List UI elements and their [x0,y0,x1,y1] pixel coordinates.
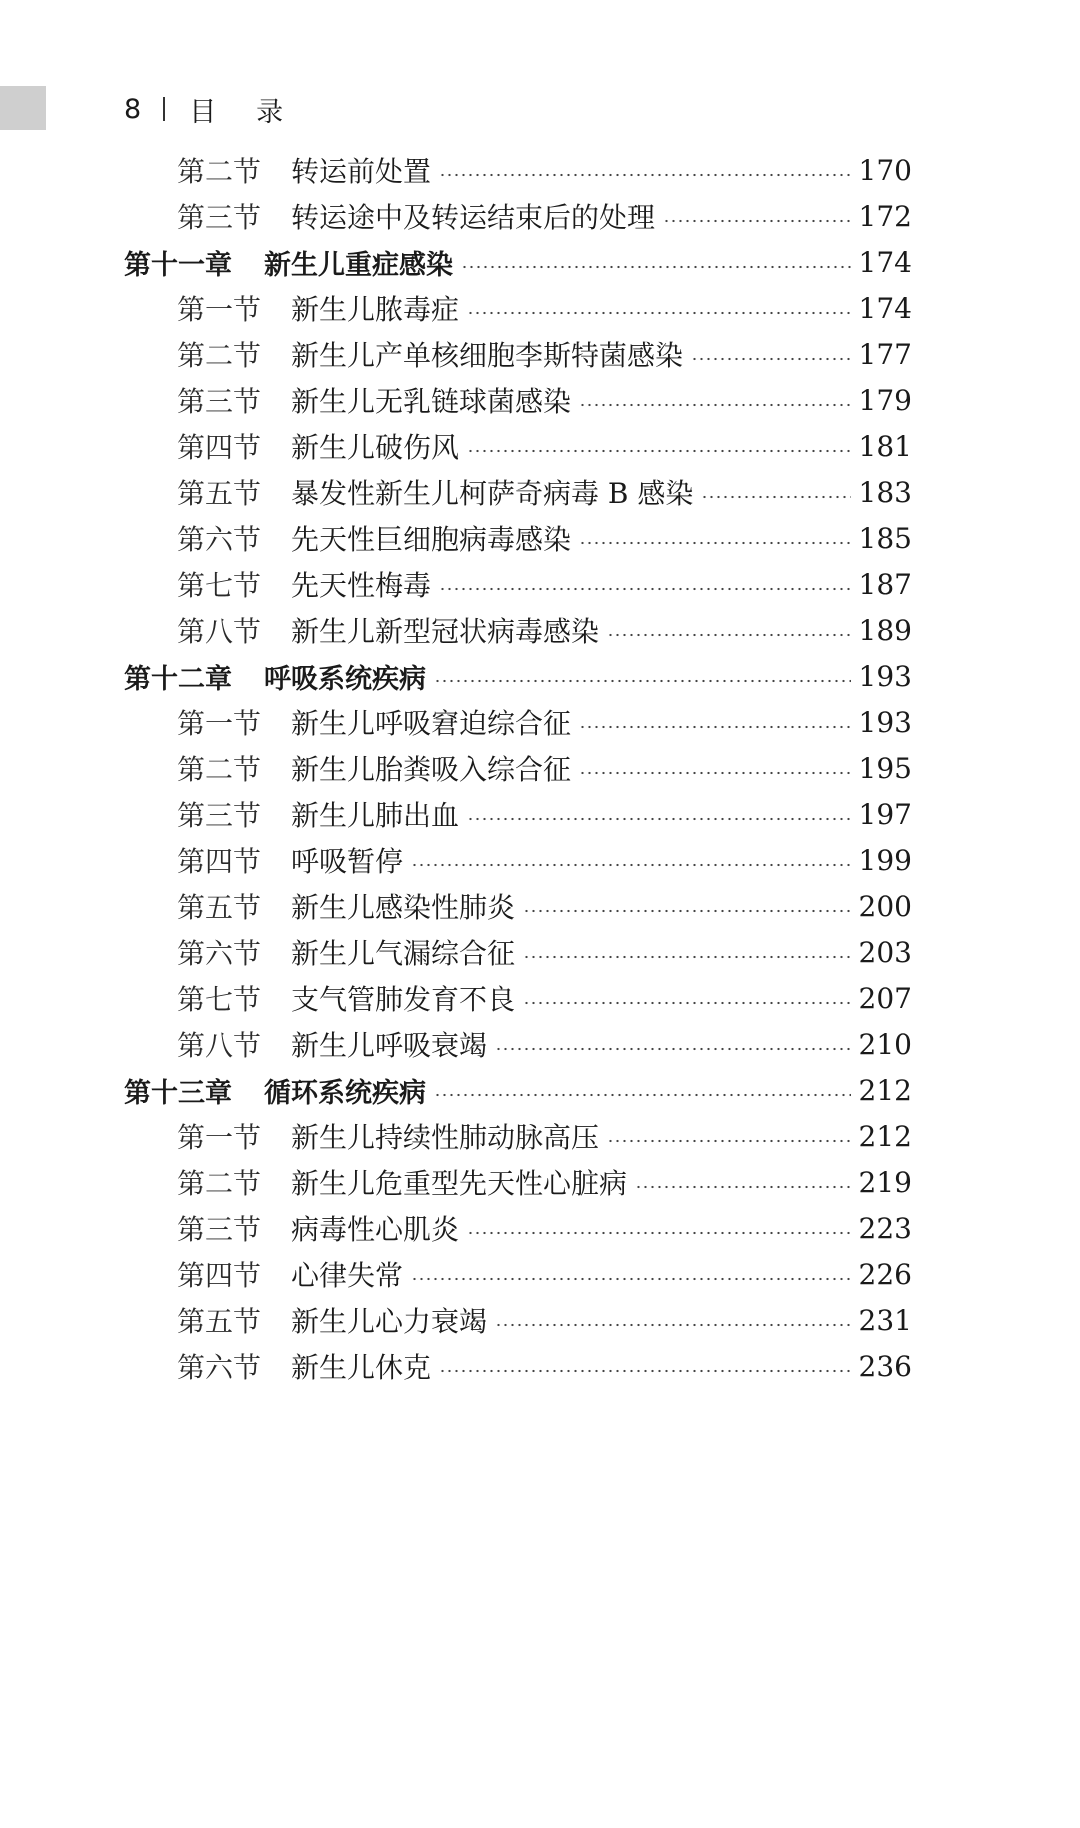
page-reference: 189 [858,613,912,647]
page-reference: 212 [858,1119,912,1153]
toc-chapter-row[interactable] [124,236,912,288]
page-reference: 181 [858,429,912,463]
section-title: 病毒性心肌炎 [291,1213,460,1246]
dot-leader [663,219,851,223]
section-title: 新生儿无乳链球菌感染 [291,385,572,418]
dot-leader [691,357,851,361]
page-reference: 210 [858,1027,912,1061]
section-label: 第八节 [177,1029,262,1062]
section-title: 新生儿气漏综合征 [291,937,516,970]
dot-leader [467,817,851,821]
page-reference: 236 [858,1349,912,1383]
chapter-title: 呼吸系统疾病 [264,663,426,695]
section-label: 第五节 [177,1305,262,1338]
section-label: 第三节 [177,201,262,234]
section-label: 第二节 [177,155,262,188]
section-label: 第四节 [177,845,262,878]
page-reference: 177 [858,337,912,371]
toc-section-row[interactable] [177,144,912,196]
dot-leader [467,449,851,453]
dot-leader [434,1093,851,1097]
dot-leader [579,403,851,407]
dot-leader [467,1231,851,1235]
dot-leader [439,587,851,591]
section-title: 呼吸暂停 [291,845,404,878]
section-label: 第一节 [177,707,262,740]
section-label: 第一节 [177,293,262,326]
dot-leader [411,863,851,867]
section-title: 先天性梅毒 [291,569,432,602]
running-header [124,89,323,129]
toc-section-row[interactable] [177,696,912,748]
dot-leader [523,955,851,959]
section-title: 新生儿破伤风 [291,431,460,464]
page-reference: 193 [858,659,912,693]
page-reference: 193 [858,705,912,739]
toc-chapter-row[interactable] [124,1064,912,1116]
page-number: 8 [124,93,142,125]
header-title: 目录 [189,96,324,128]
section-label: 第六节 [177,523,262,556]
chapter-label: 第十二章 [124,663,232,695]
section-title: 新生儿呼吸窘迫综合征 [291,707,572,740]
dot-leader [607,1139,851,1143]
chapter-label: 第十一章 [124,249,232,281]
section-label: 第三节 [177,1213,262,1246]
page-reference: 172 [858,199,912,233]
page-reference: 174 [858,291,912,325]
section-title: 新生儿休克 [291,1351,432,1384]
section-title: 新生儿呼吸衰竭 [291,1029,488,1062]
section-label: 第四节 [177,431,262,464]
section-title: 新生儿脓毒症 [291,293,460,326]
toc-section-row[interactable] [177,1018,912,1070]
toc-section-row[interactable] [177,1294,912,1346]
dot-leader [607,633,851,637]
toc-section-row[interactable] [177,1110,912,1162]
page-reference: 195 [858,751,912,785]
dot-leader [439,173,851,177]
toc-section-row[interactable] [177,880,912,932]
section-label: 第五节 [177,891,262,924]
section-label: 第二节 [177,339,262,372]
section-title: 支气管肺发育不良 [291,983,516,1016]
page-reference: 226 [858,1257,912,1291]
toc-section-row[interactable] [177,558,912,610]
dot-leader [439,1369,851,1373]
page-reference: 212 [858,1073,912,1107]
section-label: 第一节 [177,1121,262,1154]
dot-leader [495,1047,851,1051]
page-reference: 207 [858,981,912,1015]
page-reference: 203 [858,935,912,969]
section-label: 第三节 [177,799,262,832]
page-reference: 174 [858,245,912,279]
chapter-title: 新生儿重症感染 [264,249,453,281]
section-title: 转运前处置 [291,155,432,188]
dot-leader [411,1277,851,1281]
section-title: 心律失常 [291,1259,404,1292]
toc-section-row[interactable] [177,788,912,840]
section-title: 新生儿危重型先天性心脏病 [291,1167,628,1200]
page-reference: 179 [858,383,912,417]
section-label: 第四节 [177,1259,262,1292]
section-title: 新生儿新型冠状病毒感染 [291,615,600,648]
section-label: 第七节 [177,983,262,1016]
header-divider [163,97,165,121]
dot-leader [467,311,851,315]
chapter-title: 循环系统疾病 [264,1077,426,1109]
toc-section-row[interactable] [177,282,912,334]
page-corner-tab [0,86,46,130]
section-title: 先天性巨细胞病毒感染 [291,523,572,556]
section-title: 新生儿持续性肺动脉高压 [291,1121,600,1154]
toc-section-row[interactable] [177,834,912,886]
page-reference: 200 [858,889,912,923]
page-reference: 187 [858,567,912,601]
dot-leader [495,1323,851,1327]
toc-chapter-row[interactable] [124,650,912,702]
page-reference: 183 [858,475,912,509]
dot-leader [434,679,851,683]
toc-section-row[interactable] [177,742,912,794]
section-label: 第八节 [177,615,262,648]
dot-leader [523,909,851,913]
section-label: 第六节 [177,937,262,970]
page-reference: 219 [858,1165,912,1199]
toc-section-row[interactable] [177,512,912,564]
page-reference: 223 [858,1211,912,1245]
page-reference: 197 [858,797,912,831]
section-title: 转运途中及转运结束后的处理 [291,201,656,234]
section-label: 第二节 [177,1167,262,1200]
dot-leader [523,1001,851,1005]
section-label: 第三节 [177,385,262,418]
section-title: 新生儿感染性肺炎 [291,891,516,924]
section-title: 新生儿产单核细胞李斯特菌感染 [291,339,684,372]
toc-section-row[interactable] [177,1202,912,1254]
toc-section-row[interactable] [177,604,912,656]
dot-leader [579,771,851,775]
page-reference: 170 [858,153,912,187]
toc-section-row[interactable] [177,190,912,242]
toc-section-row[interactable] [177,466,912,518]
section-label: 第六节 [177,1351,262,1384]
toc-section-row[interactable] [177,972,912,1024]
section-title: 新生儿心力衰竭 [291,1305,488,1338]
chapter-label: 第十三章 [124,1077,232,1109]
toc-section-row[interactable] [177,374,912,426]
section-title: 新生儿胎粪吸入综合征 [291,753,572,786]
page-reference: 185 [858,521,912,555]
section-label: 第七节 [177,569,262,602]
section-label: 第五节 [177,477,262,510]
page-reference: 231 [858,1303,912,1337]
section-label: 第二节 [177,753,262,786]
page-reference: 199 [858,843,912,877]
dot-leader [635,1185,851,1189]
section-title: 暴发性新生儿柯萨奇病毒 B 感染 [291,477,694,510]
dot-leader [701,495,850,499]
dot-leader [461,265,851,269]
dot-leader [579,541,851,545]
dot-leader [579,725,851,729]
toc-section-row[interactable] [177,1248,912,1300]
toc-section-row[interactable] [177,1156,912,1208]
toc-section-row[interactable] [177,926,912,978]
toc-section-row[interactable] [177,1340,912,1392]
section-title: 新生儿肺出血 [291,799,460,832]
toc-section-row[interactable] [177,420,912,472]
toc-section-row[interactable] [177,328,912,380]
